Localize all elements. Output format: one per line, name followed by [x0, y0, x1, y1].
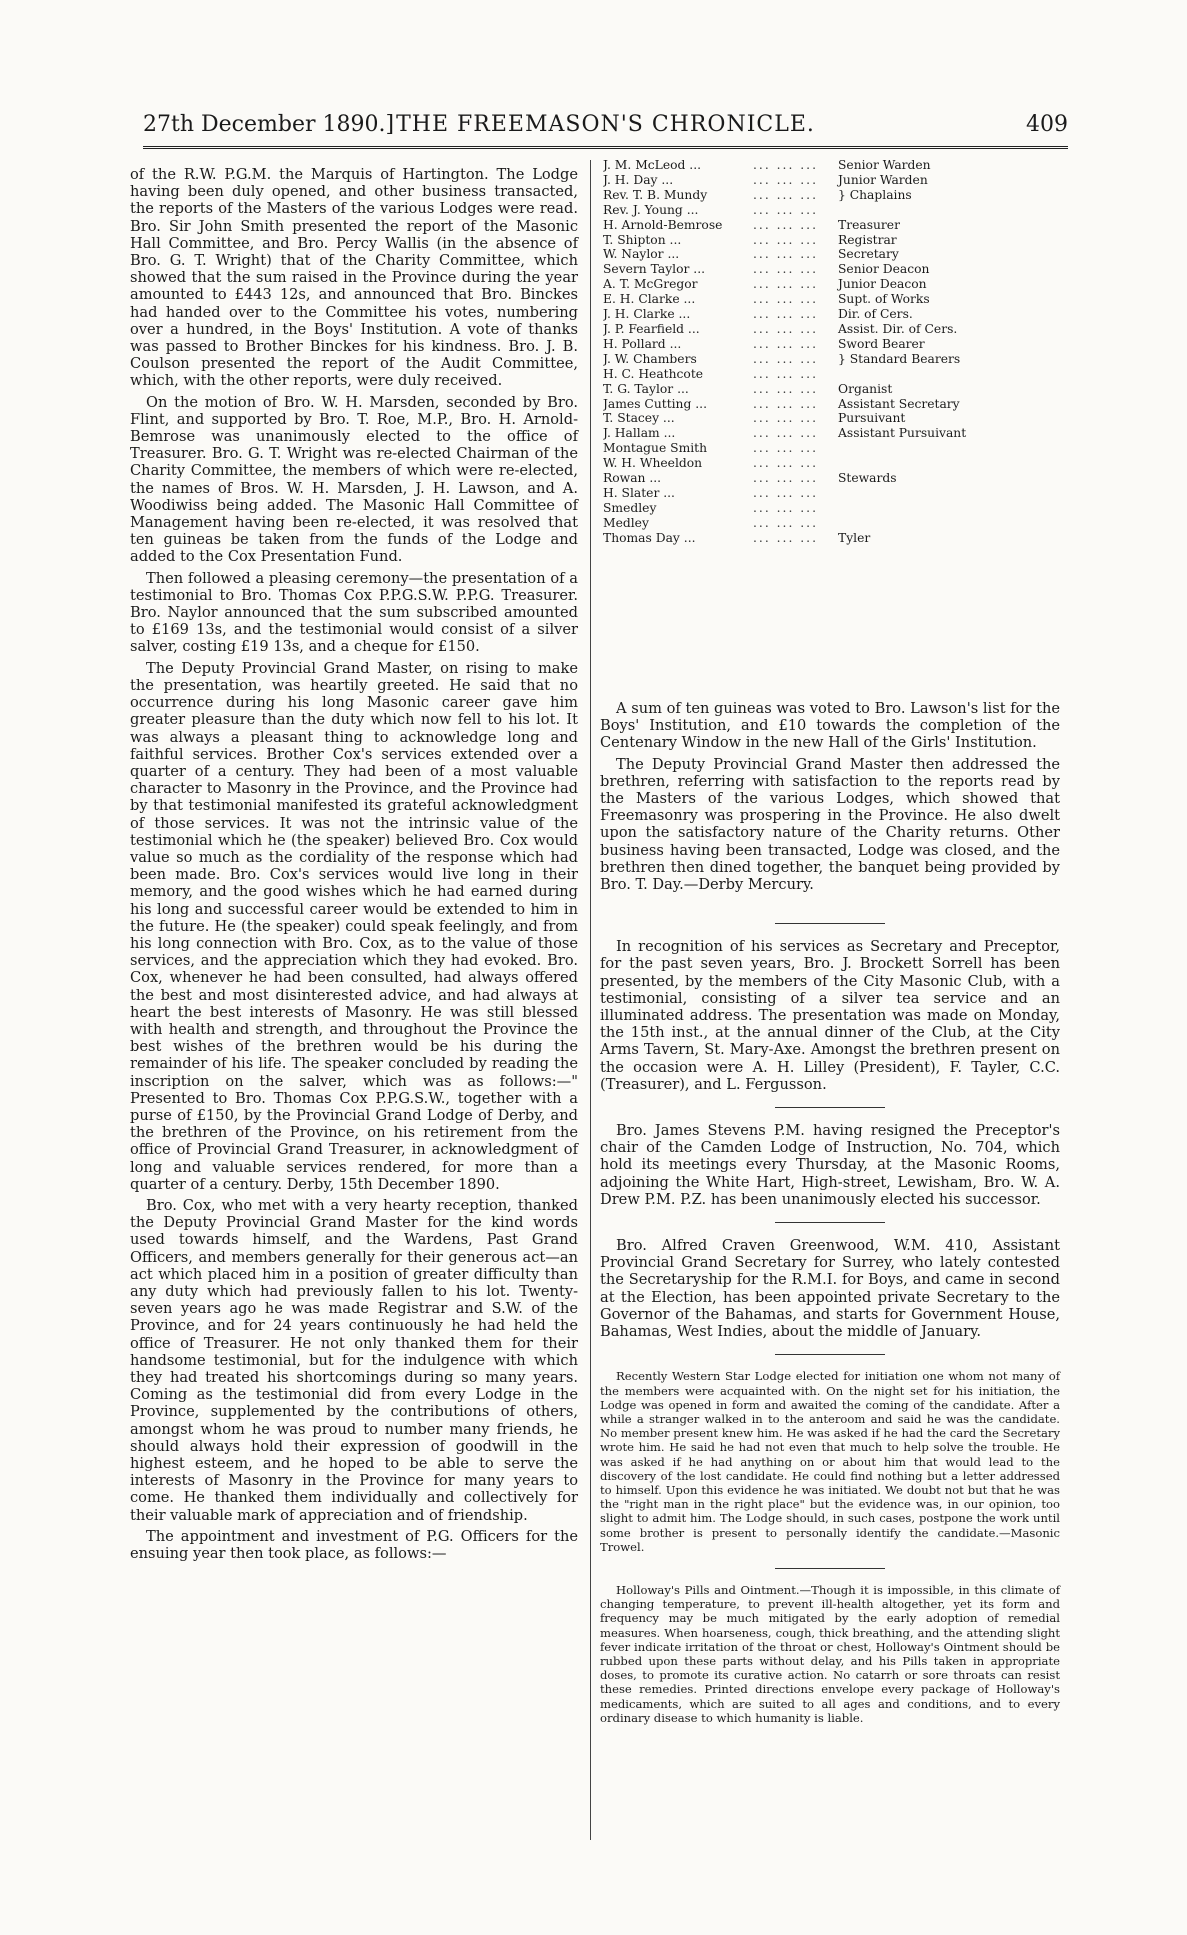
officer-dots: ... ... ...	[753, 202, 818, 217]
officer-name: Thomas Day ...	[603, 530, 696, 545]
officer-row	[603, 486, 1063, 501]
officer-name: H. Arnold-Bemrose	[603, 217, 723, 232]
officer-row	[603, 277, 1063, 292]
officer-dots: ... ... ...	[753, 307, 818, 322]
officer-role	[838, 501, 1063, 516]
sorrell-article: In recognition of his services as Secretary and Preceptor, for the past seven years, Bro. J. Brockett Sorrell has been presented, by the members of the City Masonic Club, with a testimonial, consisting of a silver tea service and an illuminated address. The presentation was made on Monday, the 15th inst., at the annual dinner of the Club, at the City Arms Tavern, St. Mary-Axe. Amongst the brethren present on the occasion were A. H. Lilley (President), F. Tayler, C.C. (Treasurer), and L. Fergusson.	[600, 938, 1060, 1093]
paragraph: The Deputy Provincial Grand Master, on rising to make the presentation, was heartily greeted. He said that no occurrence during his long Masonic career gave him greater pleasure than the duty which now fell to his lot. It was always a pleasant thing to acknowledge long and faithful services. Brother Cox's services extended over a quarter of a century. They had been of a most valuable character to Masonry in the Province, and the Province had by that testimonial manifested its grateful acknowledgment of those services. It was not the intrinsic value of the testimonial which he (the speaker) believed Bro. Cox would value so much as the cordiality of the response which had been made. Bro. Cox's services would live long in their memory, and the good wishes which he had earned during his long and successful career would be extended to him in the future. He (the speaker) could speak feelingly, and from his long connection with Bro. Cox, as to the value of those services, and the appreciation which they had evoked. Bro. Cox, whenever he had been consulted, had always offered the best and most disinterested advice, and had always at heart the best interests of Masonry. He was still blessed with health and strength, and throughout the Province the best wishes of the brethren would be his during the remainder of his life. The speaker concluded by reading the inscription on the salver, which was as follows:—" Presented to Bro. Thomas Cox P.P.G.S.W., together with a purse of £150, by the Provincial Grand Lodge of Derby, and the brethren of the Province, on his retirement from the office of Provincial Grand Treasurer, in acknowledgment of long and valuable services rendered, for more than a quarter of a century. Derby, 15th December 1890.	[130, 659, 578, 1193]
officer-role	[838, 516, 1063, 531]
holloway-advert: Holloway's Pills and Ointment.—Though it is impossible, in this climate of changing temperature, to prevent ill-health altogether, yet its form and frequency may be much mitigated by the early adoption of remedial measures. When hoarseness, cough, thick breathing, and the attending slight fever indicate irritation of the throat or chest, Holloway's Ointment should be rubbed upon these parts without delay, and his Pills taken in appropriate doses, to promote its curative action. No catarrh or sore throats can resist these remedies. Printed directions envelope every package of Holloway's medicaments, which are suited to all ages and conditions, and to every ordinary disease to which humanity is liable.	[600, 1582, 1060, 1725]
officer-row	[603, 173, 1063, 188]
officer-row	[603, 247, 1063, 262]
officer-dots: ... ... ...	[753, 336, 818, 351]
officer-role: Secretary	[838, 247, 899, 262]
officer-name: Rev. J. Young ...	[603, 202, 699, 217]
officer-name: T. G. Taylor ...	[603, 381, 689, 396]
officer-dots: ... ... ...	[753, 381, 818, 396]
officer-name: T. Shipton ...	[603, 232, 682, 247]
officer-row	[603, 218, 1063, 233]
officer-row	[603, 426, 1063, 441]
officer-row	[603, 322, 1063, 337]
officer-dots: ... ... ...	[753, 292, 818, 307]
officer-row	[603, 367, 1063, 382]
officer-dots: ... ... ...	[753, 172, 818, 187]
officer-name: J. H. Day ...	[603, 172, 674, 187]
officer-role: Dir. of Cers.	[838, 307, 913, 322]
officer-name: Smedley	[603, 500, 657, 515]
officer-name: James Cutting ...	[603, 396, 707, 411]
right-column	[600, 700, 1060, 1729]
officer-name: H. C. Heathcote	[603, 366, 704, 381]
officer-role	[838, 203, 1063, 218]
officer-row	[603, 471, 1063, 486]
officer-name: A. T. McGregor	[603, 277, 698, 292]
officer-role: Treasurer	[838, 217, 900, 232]
paragraph: Bro. Cox, who met with a very hearty reception, thanked the Deputy Provincial Grand Master for the kind words used towards himself, and the Wardens, Past Grand Officers, and members generally for their generous act—an act which placed him in a position of greater difficulty than any duty which had previously fallen to his lot. Twenty-seven years ago he was made Registrar and S.W. of the Province, and for 24 years continuously he had held the office of Treasurer. He not only thanked them for their handsome testimonial, but for the indulgence with which they had treated his shortcomings during so many years. Coming as the testimonial did from every Lodge in the Province, supplemented by the contributions of others, amongst whom he was proud to number many friends, he should always hold their expression of goodwill in the highest esteem, and he hoped to be able to serve the interests of Masonry in the Province for many years to come. He thanked them individually and collectively for their valuable mark of appreciation and of friendship.	[130, 1196, 578, 1524]
small-print	[600, 1369, 1060, 1725]
officer-role	[838, 367, 1063, 382]
officer-role	[838, 441, 1063, 456]
officer-row	[603, 188, 1063, 203]
officer-role: Assistant Secretary	[838, 396, 960, 411]
officer-row	[603, 501, 1063, 516]
officer-row	[603, 158, 1063, 173]
officer-row	[603, 203, 1063, 218]
paragraph: The appointment and investment of P.G. Officers for the ensuing year then took place, as follows:—	[130, 1527, 578, 1563]
stevens-article: Bro. James Stevens P.M. having resigned the Preceptor's chair of the Camden Lodge of Instruction, No. 704, which hold its meetings every Thursday, at the Masonic Rooms, adjoining the White Hart, High-street, Lewisham, Bro. W. A. Drew P.M. P.Z. has been unanimously elected his successor.	[600, 1122, 1060, 1208]
officer-row	[603, 307, 1063, 322]
officer-name: Severn Taylor ...	[603, 262, 706, 277]
officer-name: Montague Smith	[603, 441, 708, 456]
officer-name: Rowan ...	[603, 471, 662, 486]
officer-row	[603, 233, 1063, 248]
officer-row	[603, 292, 1063, 307]
officer-row	[603, 382, 1063, 397]
officer-name: W. Naylor ...	[603, 247, 680, 262]
officer-name: E. H. Clarke ...	[603, 292, 696, 307]
officer-name: W. H. Wheeldon	[603, 456, 703, 471]
officer-role: Senior Deacon	[838, 262, 930, 277]
officer-name: J. W. Chambers	[603, 351, 697, 366]
officer-role: Pursuivant	[838, 411, 906, 426]
officer-dots: ... ... ...	[753, 277, 818, 292]
officer-row	[603, 441, 1063, 456]
paragraph: The Deputy Provincial Grand Master then addressed the brethren, referring with satisfaction to the reports read by the Masters of the various Lodges, which showed that Freemasonry was prospering in the Province. He also dwelt upon the satisfactory nature of the Charity returns. Other business having been transacted, Lodge was closed, and the brethren then dined together, the banquet being provided by Bro. T. Day.—Derby Mercury.	[600, 755, 1060, 894]
officer-dots: ... ... ...	[753, 471, 818, 486]
greenwood-article: Bro. Alfred Craven Greenwood, W.M. 410, Assistant Provincial Grand Secretary for Surrey, who lately contested the Secretaryship for the R.M.I. for Boys, and came in second at the Election, has been appointed private Secretary to the Governor of the Bahamas, and starts for Government House, Bahamas, West Indies, about the middle of January.	[600, 1237, 1060, 1341]
officer-dots: ... ... ...	[753, 232, 818, 247]
officer-name: Medley	[603, 515, 649, 530]
officer-row	[603, 531, 1063, 546]
officer-dots: ... ... ...	[753, 217, 818, 232]
officer-role: Sword Bearer	[838, 336, 925, 351]
officer-dots: ... ... ...	[753, 366, 818, 381]
officer-row	[603, 352, 1063, 367]
divider	[775, 1222, 885, 1223]
officer-row	[603, 411, 1063, 426]
officer-name: H. Pollard ...	[603, 336, 682, 351]
officer-name: J. H. Clarke ...	[603, 307, 691, 322]
publication-title: THE FREEMASON'S CHRONICLE.	[396, 112, 815, 137]
officer-dots: ... ... ...	[753, 351, 818, 366]
column-divider	[590, 160, 591, 1840]
officer-dots: ... ... ...	[753, 456, 818, 471]
officer-dots: ... ... ...	[753, 530, 818, 545]
page-number: 409	[1026, 112, 1068, 137]
officer-role: Stewards	[838, 471, 897, 486]
officer-row	[603, 516, 1063, 531]
officer-dots: ... ... ...	[753, 262, 818, 277]
officer-role	[838, 456, 1063, 471]
officer-role: Junior Deacon	[838, 277, 927, 292]
left-column	[130, 166, 578, 1566]
officer-dots: ... ... ...	[753, 515, 818, 530]
officer-role: Assistant Pursuivant	[838, 426, 967, 441]
officer-name: J. P. Fearfield ...	[603, 321, 700, 336]
officer-dots: ... ... ...	[753, 158, 818, 172]
page-header	[143, 112, 1068, 149]
officer-dots: ... ... ...	[753, 187, 818, 202]
officer-dots: ... ... ...	[753, 441, 818, 456]
paragraph: Then followed a pleasing ceremony—the presentation of a testimonial to Bro. Thomas Cox P.P.G.S.W. P.P.G. Treasurer. Bro. Naylor announced that the sum subscribed amounted to £169 13s, and the testimonial would consist of a silver salver, costing £19 13s, and a cheque for £150.	[130, 569, 578, 656]
officer-name: T. Stacey ...	[603, 411, 675, 426]
officer-dots: ... ... ...	[753, 411, 818, 426]
officer-dots: ... ... ...	[753, 321, 818, 336]
paragraph: of the R.W. P.G.M. the Marquis of Hartington. The Lodge having been duly opened, and other business transacted, the reports of the Masters of the various Lodges were read. Bro. Sir John Smith presented the report of the Masonic Hall Committee, and Bro. Percy Wallis (in the absence of Bro. G. T. Wright) that of the Charity Committee, which showed that the sum raised in the Province during the year amounted to £443 12s, and announced that Bro. Binckes had handed over to the Committee his votes, numbering over a hundred, in the Boys' Institution. A vote of thanks was passed to Brother Binckes for his kindness. Bro. J. B. Coulson presented the report of the Audit Committee, which, with the other reports, were duly received.	[130, 166, 578, 390]
divider	[775, 1107, 885, 1108]
officer-name: H. Slater ...	[603, 485, 675, 500]
paragraph: On the motion of Bro. W. H. Marsden, seconded by Bro. Flint, and supported by Bro. T. Roe, M.P., Bro. H. Arnold-Bemrose was unanimously elected to the office of Treasurer. Bro. G. T. Wright was re-elected Chairman of the Charity Committee, the members of which were re-elected, the names of Bros. W. H. Marsden, J. H. Lawson, and A. Woodiwiss being added. The Masonic Hall Committee of Management having been re-elected, it was resolved that ten guineas be taken from the funds of the Lodge and added to the Cox Presentation Fund.	[130, 393, 578, 566]
officer-role: Supt. of Works	[838, 292, 930, 307]
officers-list	[603, 158, 1063, 546]
officer-role	[838, 486, 1063, 501]
officer-dots: ... ... ...	[753, 396, 818, 411]
officer-row	[603, 262, 1063, 277]
officer-name: J. M. McLeod ...	[603, 158, 702, 172]
officer-dots: ... ... ...	[753, 500, 818, 515]
issue-date: 27th December 1890.]	[143, 112, 395, 137]
officer-role: Assist. Dir. of Cers.	[838, 321, 958, 336]
western-star-article: Recently Western Star Lodge elected for initiation one whom not many of the members were acquainted with. On the night set for his initiation, the Lodge was opened in form and awaited the coming of the candidate. After a while a stranger walked in to the anteroom and said he was the candidate. No member present knew him. He was asked if he had the card the Secretary wrote him. He said he had not even that much to help solve the trouble. He was asked if he had anything on or about him that would lead to the discovery of the lost candidate. He could find nothing but a letter addressed to himself. Upon this evidence he was initiated. We doubt not but that he was the "right man in the right place" but the evidence was, in our opinion, too slight to admit him. The Lodge should, in such cases, postpone the work until some brother is present to personally identify the candidate.—Masonic Trowel.	[600, 1369, 1060, 1554]
officer-role: Organist	[838, 381, 893, 396]
divider	[775, 1568, 885, 1569]
officer-role: Junior Warden	[838, 172, 928, 187]
divider	[775, 923, 885, 924]
officer-role: Registrar	[838, 232, 897, 247]
officer-row	[603, 456, 1063, 471]
officer-dots: ... ... ...	[753, 426, 818, 441]
officer-name: J. Hallam ...	[603, 426, 676, 441]
officer-role: } Chaplains	[838, 187, 912, 202]
officer-name: Rev. T. B. Mundy	[603, 187, 708, 202]
paragraph: A sum of ten guineas was voted to Bro. Lawson's list for the Boys' Institution, and £10 towards the completion of the Centenary Window in the new Hall of the Girls' Institution.	[600, 700, 1060, 752]
divider	[775, 1354, 885, 1355]
officer-row	[603, 397, 1063, 412]
officer-role: Senior Warden	[838, 158, 931, 172]
officer-dots: ... ... ...	[753, 485, 818, 500]
officer-role: } Standard Bearers	[838, 351, 961, 366]
officer-dots: ... ... ...	[753, 247, 818, 262]
officer-role: Tyler	[838, 530, 871, 545]
officer-row	[603, 337, 1063, 352]
